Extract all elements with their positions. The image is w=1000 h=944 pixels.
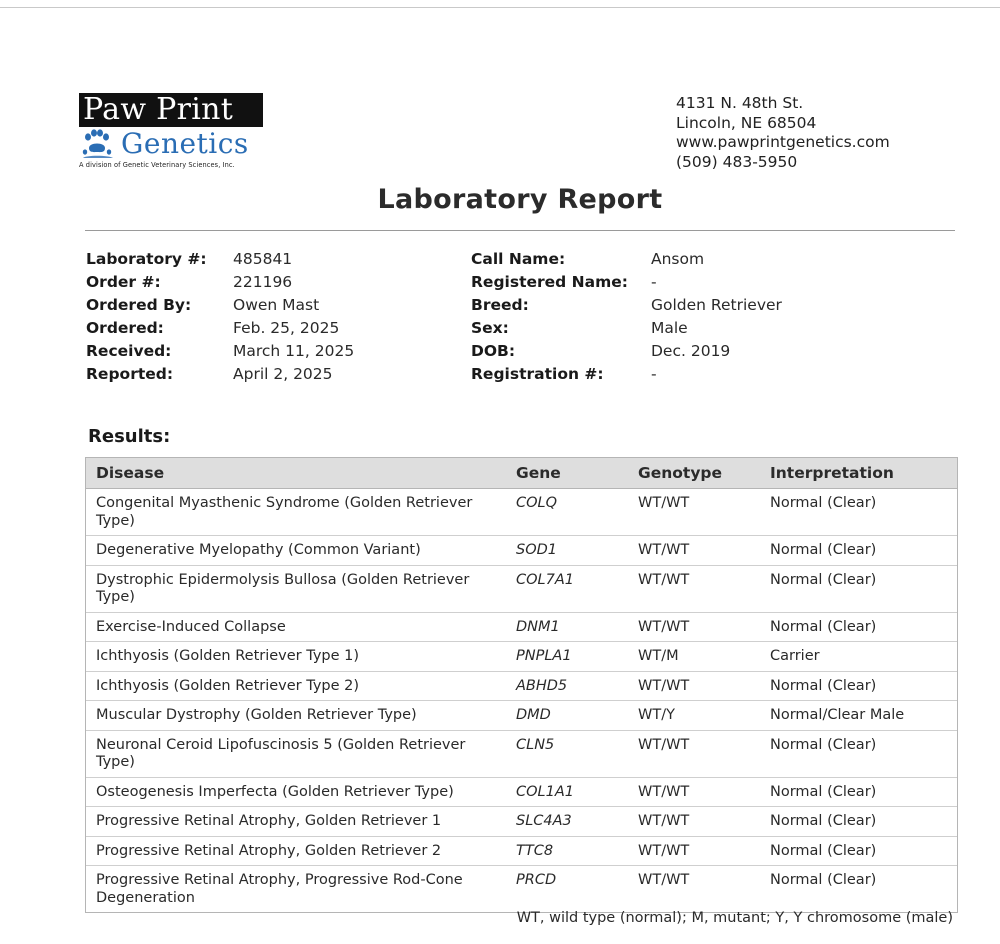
cell-genotype: WT/WT [638, 813, 690, 829]
order-info [86, 248, 354, 386]
address-street: 4131 N. 48th St. [676, 94, 804, 112]
cell-genotype: WT/M [638, 648, 679, 664]
column-header-disease: Disease [96, 464, 165, 482]
table-row [86, 837, 957, 867]
cell-gene: COLQ [516, 495, 558, 511]
cell-genotype: WT/Y [638, 707, 675, 723]
cell-genotype: WT/WT [638, 842, 690, 859]
cell-gene: CLN5 [516, 736, 555, 753]
logo-wordmark-row [79, 127, 269, 161]
cell-disease: Ichthyosis (Golden Retriever Type 1) [96, 648, 360, 664]
cell-gene: DMD [516, 707, 551, 723]
cell-gene: SOD1 [516, 542, 558, 558]
order-info-row [86, 294, 354, 317]
table-row [86, 701, 957, 731]
results-heading: Results: [88, 426, 171, 447]
cell-gene: PNPLA1 [516, 648, 572, 664]
order-info-label: Laboratory #: [86, 250, 207, 268]
dog-info-row [471, 317, 782, 340]
table-row [86, 642, 957, 672]
dog-info-row [471, 340, 782, 363]
cell-gene: PRCD [516, 872, 557, 888]
dog-info-label: Registered Name: [471, 273, 628, 291]
cell-gene: COL7A1 [516, 571, 574, 588]
cell-disease: Degenerative Myelopathy (Common Variant) [96, 542, 421, 558]
paw-print-icon [79, 128, 119, 160]
order-info-row [86, 340, 354, 363]
logo-tagline: A division of Genetic Veterinary Sciences, Inc. [79, 161, 235, 169]
page-edge [0, 7, 1000, 8]
table-row [86, 566, 957, 613]
table-row [86, 489, 957, 536]
cell-interpretation: Normal (Clear) [770, 495, 877, 511]
table-row [86, 807, 957, 837]
cell-disease: Progressive Retinal Atrophy, Progressive Rod-Cone Degeneration [96, 872, 463, 906]
column-header-gene: Gene [516, 464, 561, 482]
order-info-value: 485841 [233, 250, 293, 268]
order-info-row [86, 317, 354, 340]
table-row [86, 866, 957, 912]
cell-gene: DNM1 [516, 618, 560, 635]
cell-genotype: WT/WT [638, 736, 690, 753]
cell-disease: Muscular Dystrophy (Golden Retriever Type) [96, 707, 417, 723]
cell-gene: COL1A1 [516, 783, 574, 800]
cell-gene: TTC8 [516, 842, 554, 859]
report-title: Laboratory Report [377, 184, 663, 215]
cell-genotype: WT/WT [638, 571, 690, 588]
dog-info-value: Golden Retriever [651, 296, 782, 314]
dog-info-label: DOB: [471, 342, 516, 360]
order-info-value: Feb. 25, 2025 [233, 319, 340, 337]
cell-interpretation: Normal (Clear) [770, 542, 877, 558]
cell-disease: Progressive Retinal Atrophy, Golden Retriever 2 [96, 842, 442, 859]
dog-info-value: Male [651, 319, 688, 337]
cell-interpretation: Normal (Clear) [770, 571, 877, 588]
table-row [86, 672, 957, 702]
column-header-genotype: Genotype [638, 464, 723, 482]
title-divider [85, 230, 955, 231]
cell-genotype: WT/WT [638, 542, 690, 558]
cell-interpretation: Normal (Clear) [770, 842, 877, 859]
dog-info-label: Breed: [471, 296, 529, 314]
order-info-value: Owen Mast [233, 296, 320, 314]
results-table [85, 457, 958, 913]
order-info-label: Order #: [86, 273, 161, 291]
cell-disease: Neuronal Ceroid Lipofuscinosis 5 (Golden Retriever Type) [96, 736, 466, 770]
cell-interpretation: Carrier [770, 648, 820, 664]
dog-info-row [471, 294, 782, 317]
address-city: Lincoln, NE 68504 [676, 113, 817, 132]
dog-info-value: - [651, 365, 657, 383]
cell-disease: Exercise-Induced Collapse [96, 618, 286, 635]
cell-disease: Ichthyosis (Golden Retriever Type 2) [96, 677, 360, 694]
table-row [86, 778, 957, 808]
results-body [86, 489, 957, 912]
results-header-row [86, 458, 957, 489]
cell-disease: Osteogenesis Imperfecta (Golden Retriever Type) [96, 783, 454, 800]
address-phone: (509) 483-5950 [676, 152, 798, 171]
cell-disease: Dystrophic Epidermolysis Bullosa (Golden Retriever Type) [96, 571, 470, 605]
order-info-label: Ordered By: [86, 296, 192, 314]
dog-info-label: Call Name: [471, 250, 566, 268]
dog-info-value: Ansom [651, 250, 705, 268]
order-info-label: Received: [86, 342, 172, 360]
cell-genotype: WT/WT [638, 872, 690, 888]
dog-info-label: Sex: [471, 319, 509, 337]
dog-info-value: - [651, 273, 657, 291]
cell-gene: ABHD5 [516, 677, 568, 694]
cell-disease: Congenital Myasthenic Syndrome (Golden Retriever Type) [96, 495, 473, 529]
order-info-value: March 11, 2025 [233, 342, 355, 360]
cell-gene: SLC4A3 [516, 813, 572, 829]
logo-wordmark-top: Paw Print [79, 93, 263, 127]
company-logo [79, 93, 269, 169]
table-row [86, 613, 957, 643]
cell-interpretation: Normal (Clear) [770, 872, 877, 888]
cell-interpretation: Normal (Clear) [770, 677, 877, 694]
cell-genotype: WT/WT [638, 618, 690, 635]
column-header-interpretation: Interpretation [770, 464, 894, 482]
dog-info-row [471, 271, 782, 294]
lab-address [676, 94, 890, 172]
address-website: www.pawprintgenetics.com [676, 133, 890, 151]
table-row [86, 536, 957, 566]
cell-genotype: WT/WT [638, 495, 690, 511]
cell-interpretation: Normal (Clear) [770, 783, 877, 800]
order-info-value: April 2, 2025 [233, 365, 333, 383]
table-row [86, 731, 957, 778]
order-info-value: 221196 [233, 273, 293, 291]
dog-info-row [471, 363, 782, 386]
order-info-row [86, 363, 354, 386]
cell-interpretation: Normal (Clear) [770, 618, 877, 635]
dog-info-row [471, 248, 782, 271]
dog-info-label: Registration #: [471, 365, 604, 383]
cell-genotype: WT/WT [638, 677, 690, 694]
cell-interpretation: Normal (Clear) [770, 813, 877, 829]
cell-interpretation: Normal (Clear) [770, 736, 877, 753]
order-info-label: Ordered: [86, 319, 164, 337]
dog-info-value: Dec. 2019 [651, 342, 731, 360]
order-info-label: Reported: [86, 365, 174, 383]
order-info-row [86, 271, 354, 294]
cell-disease: Progressive Retinal Atrophy, Golden Retriever 1 [96, 813, 442, 829]
order-info-row [86, 248, 354, 271]
dog-info [471, 248, 782, 386]
cell-interpretation: Normal/Clear Male [770, 707, 905, 723]
genotype-legend-footnote: WT, wild type (normal); M, mutant; Y, Y chromosome (male) [516, 910, 953, 926]
cell-genotype: WT/WT [638, 783, 690, 800]
logo-wordmark-bottom: Genetics [121, 127, 249, 160]
